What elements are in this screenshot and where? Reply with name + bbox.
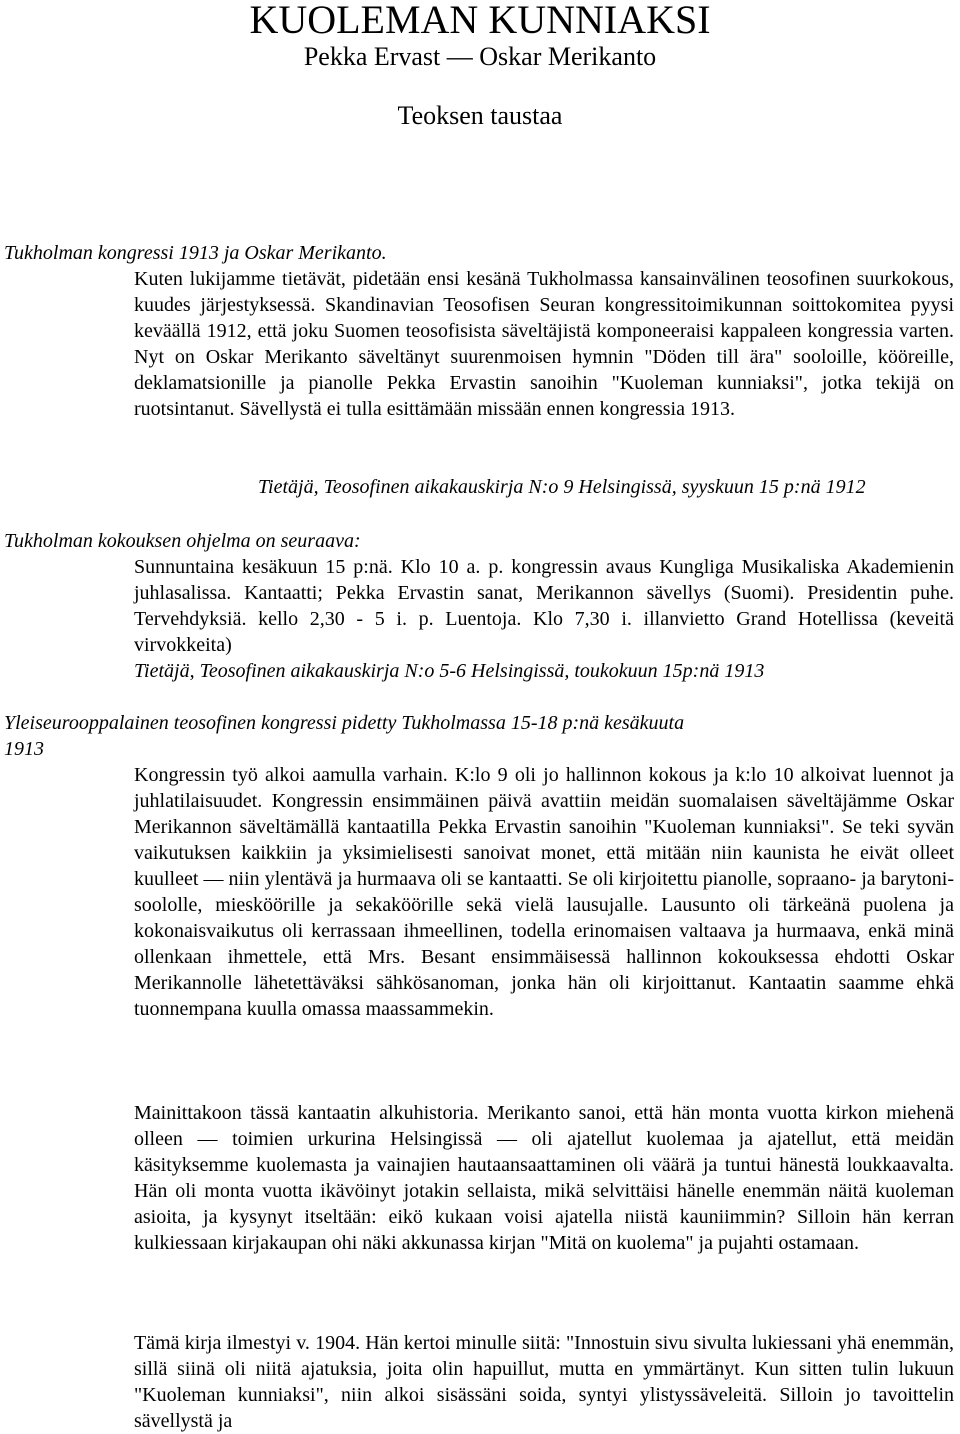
s3-paragraph-3 [134, 1330, 954, 1434]
s2-heading: Tukholman kokouksen ohjelma on seuraava: [4, 530, 361, 552]
s3-heading-year: 1913 [4, 738, 44, 760]
s2-body [134, 554, 954, 658]
s3-paragraph-2-text: Mainittakoon tässä kantaatin alkuhistoria. Merikanto sanoi, että hän monta vuotta kirkon miehenä olleen — toimien urkurina Helsingissä — oli ajatellut kuolemaa ja ajatellut, että meidän käsityksemme kuolemasta ja vainajien hautaansaattaminen oli väärä ja tuntui hänestä loukkaavalta. Hän oli monta vuotta ikävöinyt jotakin sellaista, mikä selvittäisi hänelle enemmän näitä kuoleman asioita, ja kysynyt itseltään: eikö kukaan voisi ajatella niistä kauniimmin? Silloin hän kerran kulkiessaan kirjakaupan ohi näki akkunassa kirjan "Mitä on kuolema" ja pujahti ostamaan. [134, 1102, 954, 1254]
s3-paragraph-2 [134, 1100, 954, 1256]
s1-body [134, 266, 954, 422]
s2-citation: Tietäjä, Teosofinen aikakauskirja N:o 5-6 Helsingissä, toukokuun 15p:nä 1913 [134, 660, 765, 682]
s1-citation: Tietäjä, Teosofinen aikakauskirja N:o 9 Helsingissä, syyskuun 15 p:nä 1912 [258, 476, 866, 498]
s3-paragraph-1-text: Kongressin työ alkoi aamulla varhain. K:lo 9 oli jo hallinnon kokous ja k:lo 10 alkoivat luennot ja juhlatilaisuudet. Kongressin ensimmäinen päivä avattiin meidän suomalaisen säveltäjämme Oskar Merikannon säveltämällä kantaatilla Pekka Ervastin sanoihin "Kuoleman kunniaksi". Se teki syvän vaikutuksen kaikkiin ja yksimielisesti sanoivat monet, että mitään niin kaunista he eivät olleet kuulleet — niin ylentävä ja hurmaava oli se kantaatti. Se oli kirjoitettu pianolle, sopraano- ja barytoni-soololle, miesköörille ja sekaköörille sekä vielä lausujalle. Lausunto oli tärkeänä puolena ja kokonaisvaikutus oli kerrassaan ihmeellinen, todella erinomaisen valtaava ja hurmaava, enkä minä ollenkaan ihmettele, että Mrs. Besant ensimmäisessä hallinnon kokouksessa ehdotti Oskar Merikannolle lähetettäväksi sähkösanoman, jonka hän oli kirjoittanut. Kantaatin saamme ehkä tuonnempana kuulla omassa maassammekin. [134, 764, 954, 1020]
s3-heading: Yleiseurooppalainen teosofinen kongressi pidetty Tukholmassa 15-18 p:nä kesäkuuta [4, 712, 685, 734]
s2-body-text: Sunnuntaina kesäkuun 15 p:nä. Klo 10 a. p. kongressin avaus Kungliga Musikaliska Akademienin juhlasalissa. Kantaatti; Pekka Ervastin sanat, Merikannon sävellys (Suomi). Presidentin puhe. Tervehdyksiä. kello 2,30 - 5 i. p. Luentoja. Klo 7,30 i. illanvietto Grand Hotellissa (keveitä virvokkeita) [134, 556, 954, 656]
s1-heading: Tukholman kongressi 1913 ja Oskar Merikanto. [4, 242, 387, 264]
document-subtitle: Pekka Ervast — Oskar Merikanto [303, 42, 657, 71]
document-title: KUOLEMAN KUNNIAKSI [249, 0, 711, 42]
section-heading: Teoksen taustaa [397, 101, 563, 130]
s3-paragraph-3-text: Tämä kirja ilmestyi v. 1904. Hän kertoi minulle siitä: "Innostuin sivu sivulta lukiessani yhä enemmän, sillä siinä oli niitä ajatuksia, joita olin hapuillut, mutta en ymmärtänyt. Kun sitten tulin lukuun "Kuoleman kunniaksi", niin alkoi sisässäni soida, syntyi ylistyssäveleitä. Silloin jo tavoittelin sävellystä ja [134, 1332, 954, 1432]
s3-paragraph-1 [134, 762, 954, 1022]
s1-body-text: Kuten lukijamme tietävät, pidetään ensi kesänä Tukholmassa kansainvälinen teosofinen suurkokous, kuudes järjestyksessä. Skandinavian Teosofisen Seuran kongressitoimikunnan soittokomitea pyysi keväällä 1912, että joku Suomen teosofisista säveltäjistä komponeeraisi kappaleen kongressia varten. Nyt on Oskar Merikanto säveltänyt suurenmoisen hymnin "Döden till ära" sooloille, kööreille, deklamatsionille ja pianolle Pekka Ervastin sanoihin "Kuoleman kunniaksi", jotka tekijä on ruotsintanut. Sävellystä ei tulla esittämään missään ennen kongressia 1913. [134, 268, 954, 420]
